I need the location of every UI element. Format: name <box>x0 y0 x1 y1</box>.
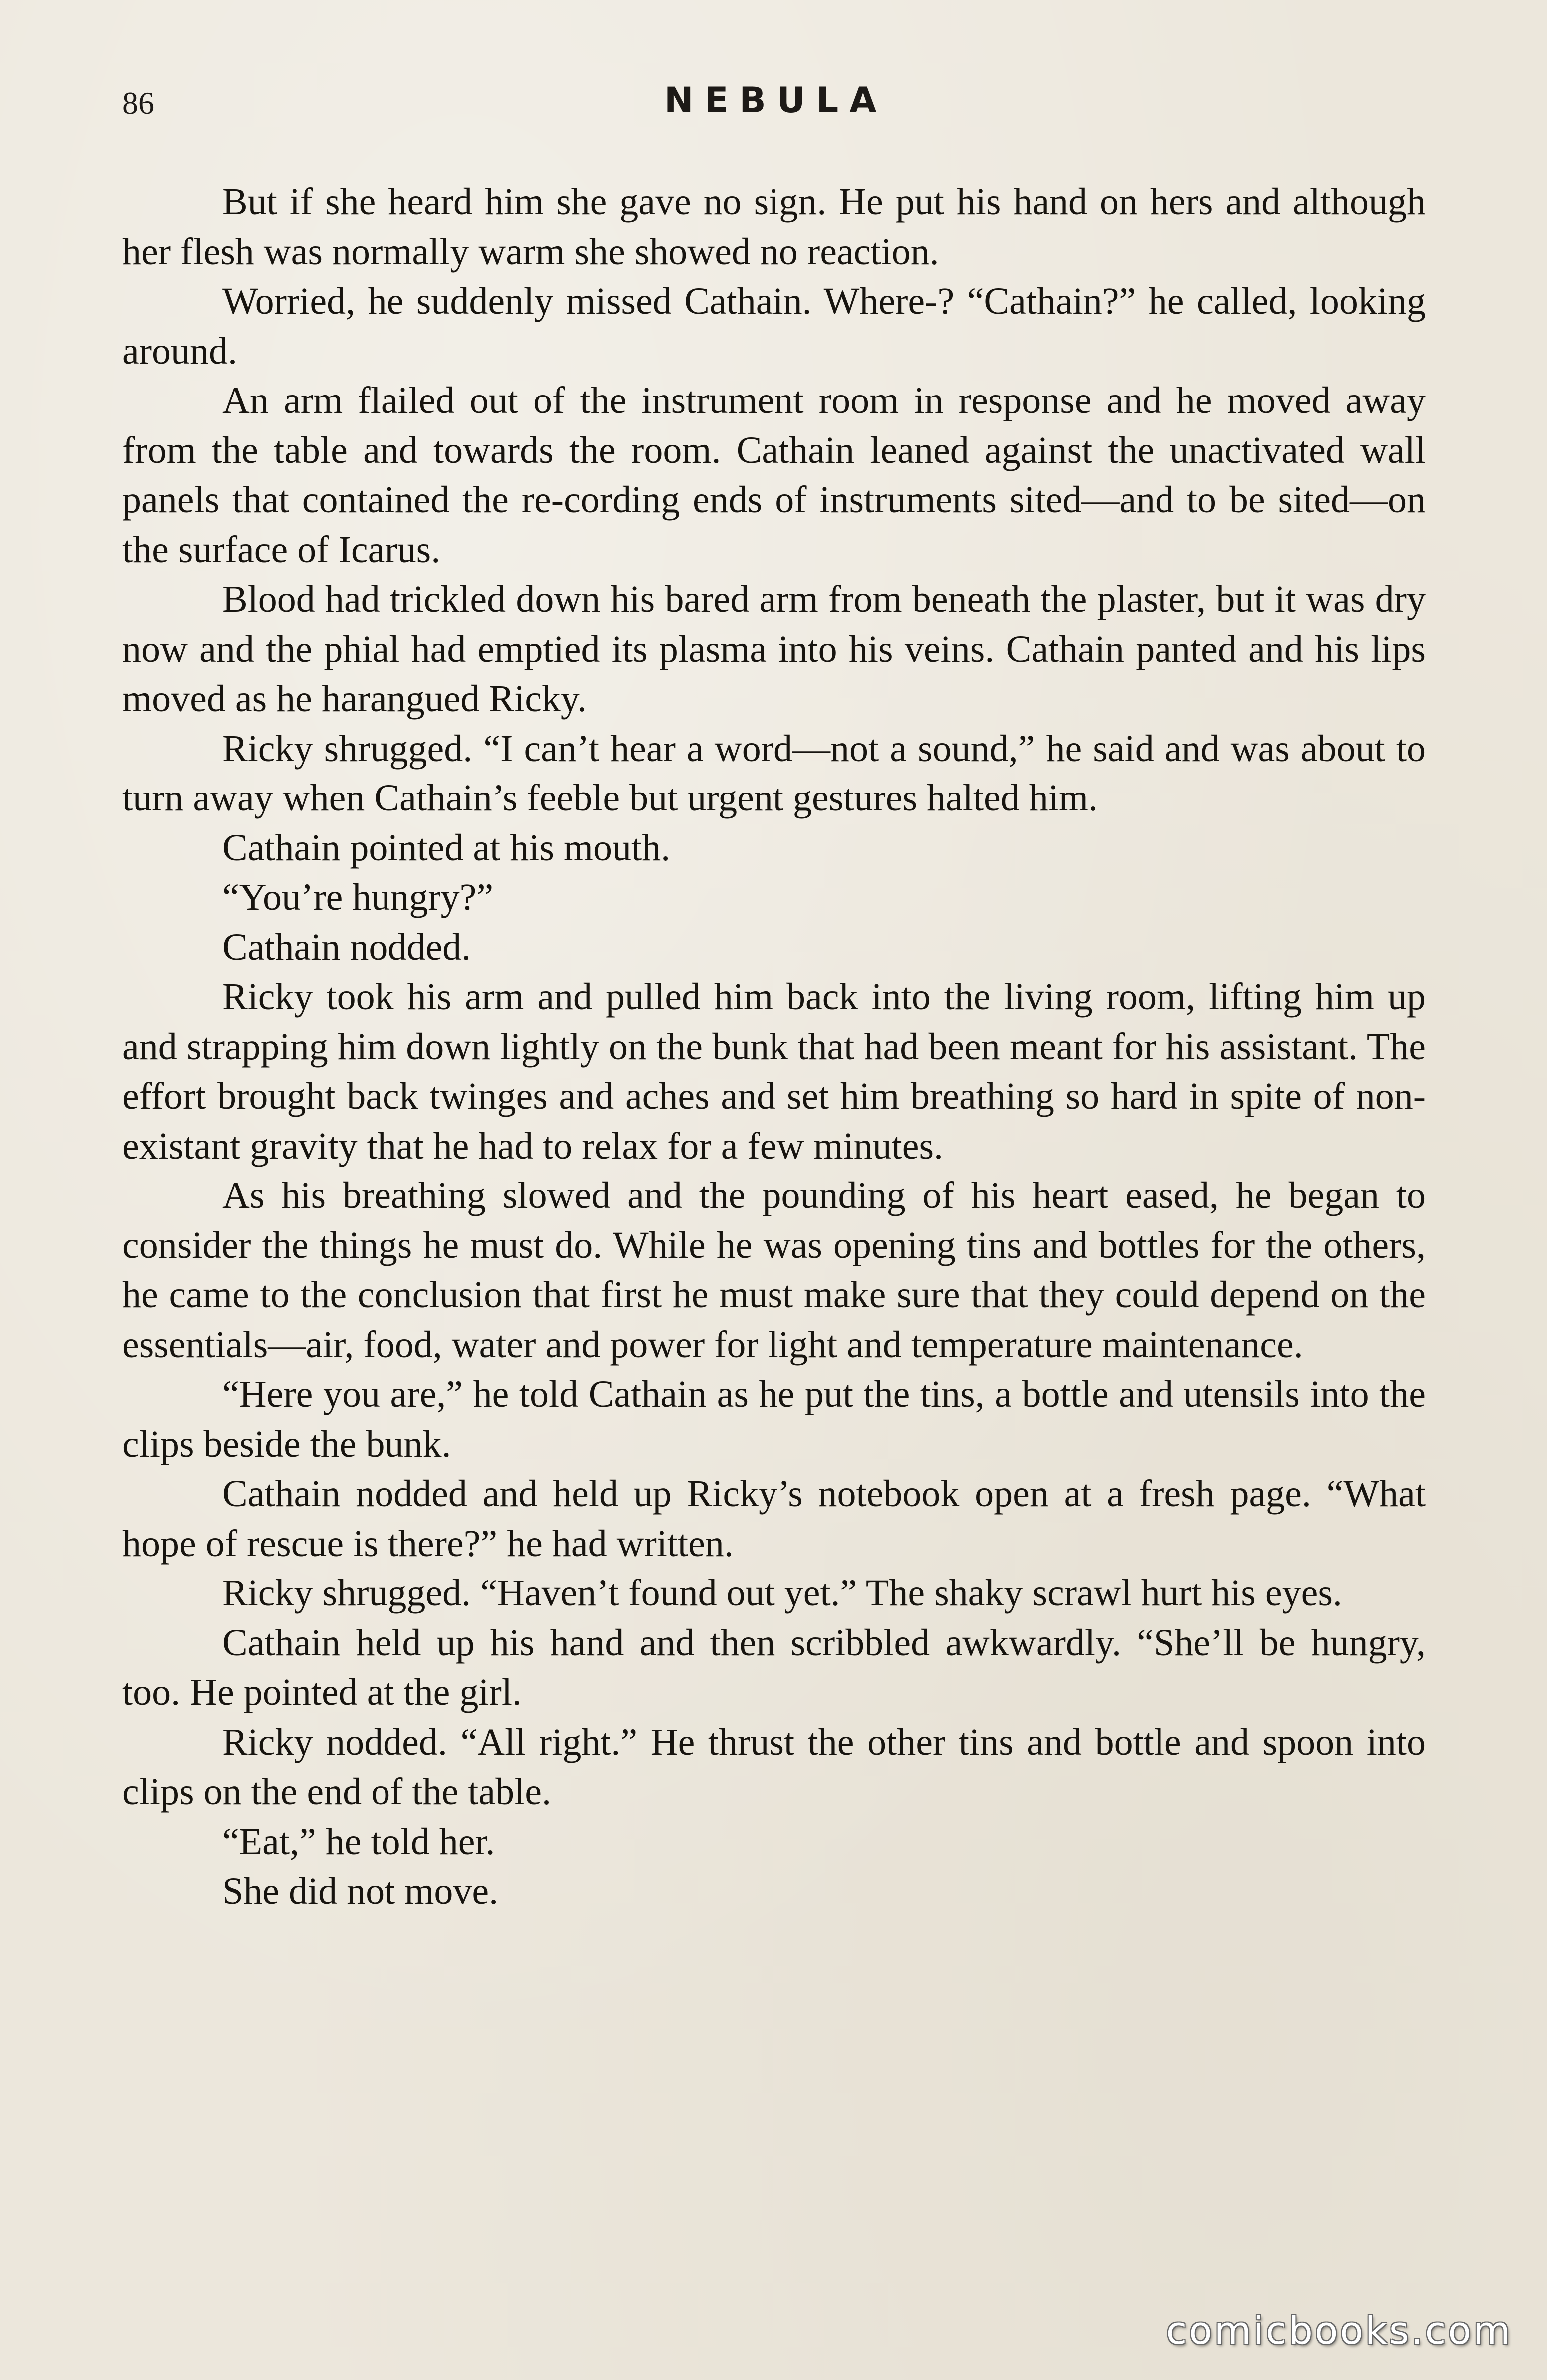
paragraph: Cathain nodded and held up Ricky’s notebook open at a fresh page. “What hope of rescue is there?” he had written. <box>122 1473 1426 1565</box>
page-header <box>122 80 1431 125</box>
paragraph: “Eat,” he told her. <box>222 1820 495 1863</box>
page-number: 86 <box>122 85 154 121</box>
paragraph: Cathain held up his hand and then scribbled awkwardly. “She’ll be hungry, too. He pointed at the girl. <box>122 1621 1426 1713</box>
paragraph: As his breathing slowed and the pounding of his heart eased, he began to consider the things he must do. While he was opening tins and bottles for the others, he came to the conclusion that first he must make sure that they could depend on the essentials—air, food, water and power for light and temperature maintenance. <box>122 1175 1426 1366</box>
paragraph: Worried, he suddenly missed Cathain. Where-? “Cathain?” he called, looking around. <box>122 280 1426 372</box>
site-watermark: comicbooks.com <box>1166 2308 1512 2353</box>
paragraph: She did not move. <box>222 1870 499 1912</box>
paragraph: Ricky nodded. “All right.” He thrust the other tins and bottle and spoon into clips on the end of the table. <box>122 1721 1426 1813</box>
paragraph: Ricky took his arm and pulled him back into the living room, lifting him up and strapping him down lightly on the bunk that had been meant for his assistant. The effort brought back twinges and aches and set him breathing so hard in spite of non-existant gravity that he had to relax for a few minutes. <box>122 976 1426 1167</box>
paragraph: Cathain pointed at his mouth. <box>222 826 671 869</box>
paragraph: “Here you are,” he told Cathain as he put the tins, a bottle and utensils into the clips beside the bunk. <box>122 1373 1426 1465</box>
paragraph: Cathain nodded. <box>222 926 471 968</box>
paragraph: Ricky shrugged. “I can’t hear a word—not a sound,” he said and was about to turn away when Cathain’s feeble but urgent gestures halted him. <box>122 727 1426 819</box>
paragraph: An arm flailed out of the instrument room in response and he moved away from the table and towards the room. Cathain leaned against the unactivated wall panels that contained the re-cording ends of instruments sited—and to be sited—on the surface of Icarus. <box>122 380 1426 571</box>
paragraph: “You’re hungry?” <box>222 876 494 918</box>
paragraph: But if she heard him she gave no sign. He put his hand on hers and although her flesh was normally warm she showed no reaction. <box>122 181 1426 273</box>
paragraph: Ricky shrugged. “Haven’t found out yet.” The shaky scrawl hurt his eyes. <box>222 1572 1342 1614</box>
running-head: NEBULA <box>664 80 888 121</box>
paragraph: Blood had trickled down his bared arm from beneath the plaster, but it was dry now and the phial had emptied its plasma into his veins. Cathain panted and his lips moved as he harangued Ricky. <box>122 578 1426 720</box>
body-text <box>122 177 1426 1917</box>
